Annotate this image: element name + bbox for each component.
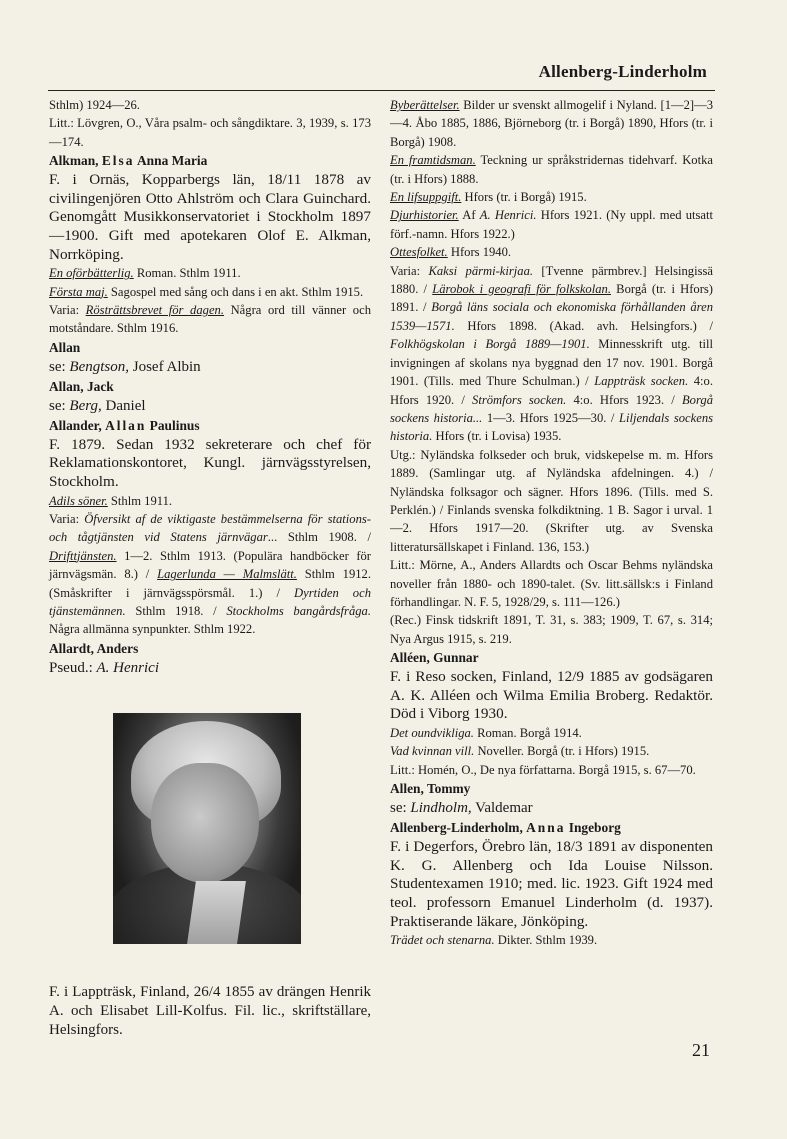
work-item: Ottesfolket. Hfors 1940. xyxy=(390,245,512,260)
work-item: En oförbätterlig. Roman. Sthlm 1911. xyxy=(49,266,241,281)
page-number: 21 xyxy=(692,1040,710,1060)
left-column xyxy=(49,96,371,678)
entry-bio-allander: F. 1879. Sedan 1932 sekreterare och chef för Reklamationskontoret, Kungl. järnvägsstyrelsen, Stockholm. xyxy=(49,435,371,490)
running-header: Allenberg-Linderholm xyxy=(538,62,707,81)
right-column xyxy=(390,96,713,950)
work-item: Vad kvinnan vill. Noveller. Borgå (tr. i Hfors) 1915. xyxy=(390,744,650,759)
pseudonym-line: Pseud.: A. Henrici xyxy=(49,659,159,676)
litt-reference: Litt.: Lövgren, O., Våra psalm- och sångdiktare. 3, 1939, s. 173—174. xyxy=(49,116,371,149)
varia-item: Varia: Rösträttsbrevet för dagen. Några ord till vänner och motståndare. Sthlm 1916. xyxy=(49,303,371,336)
entry-heading-allardt: Allardt, Anders xyxy=(49,640,139,656)
work-item: Trädet och stenarna. Dikter. Sthlm 1939. xyxy=(390,933,598,948)
cross-reference: se: Bengtson, Josef Albin xyxy=(49,358,201,375)
work-item: En lifsuppgift. Hfors (tr. i Borgå) 1915. xyxy=(390,190,587,205)
entry-bio-alleen: F. i Reso socken, Finland, 12/9 1885 av godsägaren A. K. Alléen och Wilma Emilia Broberg. Redaktör. Död i Viborg 1930. xyxy=(390,668,713,723)
work-item: Adils söner. Sthlm 1911. xyxy=(49,493,173,508)
entry-bio-alkman: F. i Ornäs, Kopparbergs län, 18/11 1878 av civilingenjören Otto Ahlström och Clara Guinchard. Genomgått Musikkonservatoriet i Stockholm 1897—1900. Gift med apotekaren Olof E. Alkman, Norrköping. xyxy=(49,171,371,263)
entry-continuation: Sthlm) 1924—26. xyxy=(49,98,140,112)
portrait-photo xyxy=(113,713,301,944)
work-item: Byberättelser. Bilder ur svenskt allmogelif i Nyland. [1—2]—3—4. Åbo 1885, 1886, Björneborg (tr. i Borgå) 1890, Hfors (tr. i Borgå) 1908. xyxy=(390,98,713,149)
work-item: En framtidsman. Teckning ur språkstridernas tidehvarf. Kotka (tr. i Hfors) 1888. xyxy=(390,153,713,186)
entry-heading-allan-jack: Allan, Jack xyxy=(49,378,114,394)
entry-heading-allen-tommy: Allen, Tommy xyxy=(390,781,471,797)
entry-heading-alkman: Alkman, Elsa Anna Maria xyxy=(49,153,208,169)
entry-heading-allan: Allan xyxy=(49,339,81,355)
entry-heading-allenberg-linderholm: Allenberg-Linderholm, Anna Ingeborg xyxy=(390,820,621,836)
header-rule xyxy=(48,90,715,91)
entry-bio-allenberg-linderholm: F. i Degerfors, Örebro län, 18/3 1891 av disponenten K. G. Allenberg och Ida Louise Nilsson. Studentexamen 1910; med. lic. 1923. Gift 1924 med teol. professorn Emanuel Linderholm (d. 1937). Praktiserande läkare, Jönköping. xyxy=(390,838,713,930)
work-item: Första maj. Sagospel med sång och dans i en akt. Sthlm 1915. xyxy=(49,284,364,299)
entry-bio-allardt: F. i Lappträsk, Finland, 26/4 1855 av drängen Henrik A. och Elisabet Lill-Kolfus. Fil. lic., skriftställare, Helsingfors. xyxy=(49,984,371,1038)
entry-heading-allander: Allander, Allan Paulinus xyxy=(49,417,200,433)
editor-item: Utg.: Nyländska folkseder och bruk, vidskepelse m. m. Hfors 1889. (Samlingar utg. af Nyländska afdelningen. 4.) / Nyländska folksagor och sägner. Hfors 1896. (Tills. med S. Perklén.) / Finlands svenska folkdiktning. 1 B. Sagor i urval. 1—2. Hfors 1917—20. (Skrifter utg. av Svenska litteratursällskapet i Finland. 136, 153.) xyxy=(390,447,713,554)
review-reference: (Rec.) Finsk tidskrift 1891, T. 31, s. 383; 1909, T. 67, s. 314; Nya Argus 1915, s. 219. xyxy=(390,613,713,646)
varia-item: Varia: Kaksi pärmi-kirjaa. [Tvenne pärmbrev.] Helsingissä 1880. / Lärobok i geografi för folkskolan. Borgå (tr. i Hfors) 1891. / Borgå läns sociala och ekonomiska förhållanden åren 1539—1571. Hfors 1898. (Akad. avh. Helsingfors.) / Folkhögskolan i Borgå 1889—1901. Minnesskrift utg. till invigningen af skolans nya byggnad den 17 nov. 1901. Borgå 1901. (Tills. med Thure Schulman.) / Lappträsk socken. 4:o. Hfors 1920. / Strömfors socken. 4:o. Hfors 1923. / Borgå sockens historia... 1—3. Hfors 1925—30. / Liljendals sockens historia. Hfors (tr. i Lovisa) 1935. xyxy=(390,263,714,444)
work-item: Det oundvikliga. Roman. Borgå 1914. xyxy=(390,725,582,740)
litt-reference: Litt.: Homén, O., De nya författarna. Borgå 1915, s. 67—70. xyxy=(390,762,696,777)
varia-item: Varia: Öfversikt af de viktigaste bestämmelserna för stations- och tågtjänsten vid Statens järnvägar... Sthlm 1908. / Drifttjänsten. 1—2. Sthlm 1913. (Populära handböcker för järnvägsmän. 8.) / Lagerlunda — Malmslätt. Sthlm 1912. (Småskrifter i järnvägsspörsmål. 1.) / Dyrtiden och tjänstemännen. Sthlm 1918. / Stockholms bangårdsfråga. Några allmänna synpunkter. Sthlm 1922. xyxy=(49,512,372,637)
cross-reference: se: Lindholm, Valdemar xyxy=(390,800,533,817)
entry-heading-alleen: Alléen, Gunnar xyxy=(390,650,479,666)
cross-reference: se: Berg, Daniel xyxy=(49,397,146,414)
litt-reference: Litt.: Mörne, A., Anders Allardts och Oscar Behms nyländska noveller från 1880- och 1890-talet. (Sv. litt.sällsk:s i Finland förhandlingar. N. F. 5, 1928/29, s. 111—126.) xyxy=(390,558,713,609)
work-item: Djurhistorier. Af A. Henrici. Hfors 1921. (Ny uppl. med utsatt förf.-namn. Hfors 1922.) xyxy=(390,208,714,241)
